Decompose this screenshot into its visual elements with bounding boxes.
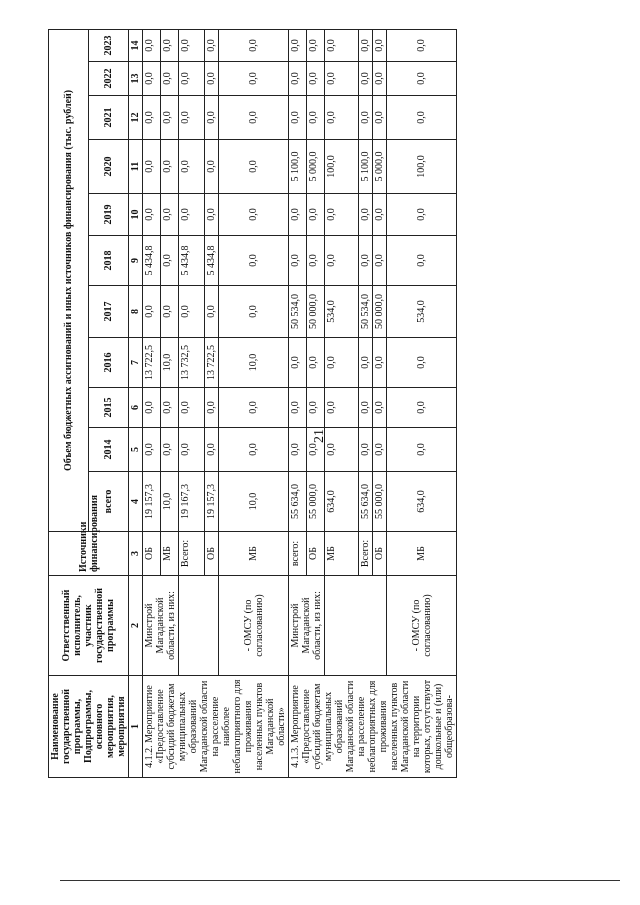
value-cell: 0,0 xyxy=(161,62,179,96)
table-row xyxy=(179,29,205,777)
omsu-row xyxy=(387,29,457,777)
funding-source: ОБ xyxy=(307,532,325,576)
col-number: 1 xyxy=(129,676,143,778)
value-cell: 0,0 xyxy=(205,62,219,96)
value-cell: 0,0 xyxy=(161,236,179,286)
value-cell: 0,0 xyxy=(359,338,373,388)
value-cell: 0,0 xyxy=(325,29,359,61)
value-cell: 0,0 xyxy=(179,388,205,428)
col-number: 4 xyxy=(129,472,143,532)
col-number: 2 xyxy=(129,576,143,676)
value-cell: 0,0 xyxy=(289,428,307,472)
value-cell: 0,0 xyxy=(219,428,289,472)
header-year: 2015 xyxy=(89,388,129,428)
value-cell: 0,0 xyxy=(373,96,387,140)
value-cell: 0,0 xyxy=(325,194,359,236)
value-cell: 0,0 xyxy=(143,194,161,236)
value-cell: 0,0 xyxy=(387,428,457,472)
value-cell: 0,0 xyxy=(289,194,307,236)
value-cell: 19 167,3 xyxy=(179,472,205,532)
header-year: 2023 xyxy=(89,29,129,61)
value-cell: 5 000,0 xyxy=(373,140,387,194)
value-cell: 0,0 xyxy=(373,236,387,286)
value-cell: 0,0 xyxy=(307,62,325,96)
value-cell: 13 722,5 xyxy=(143,338,161,388)
activity-name: 4.1.3. Мероприятие «Предоставление субсидий бюджетам муниципальных образований Магаданской области на расселение неблагоприятных для проживания населенных пунктов Магаданской области на территории которых, отсутствуют дошкольные и (или) общеобразова- xyxy=(289,676,457,778)
value-cell: 100,0 xyxy=(387,140,457,194)
table-row xyxy=(325,29,359,777)
value-cell: 534,0 xyxy=(387,286,457,338)
value-cell: 0,0 xyxy=(307,29,325,61)
value-cell: 0,0 xyxy=(143,29,161,61)
header-year: 2021 xyxy=(89,96,129,140)
value-cell: 100,0 xyxy=(325,140,359,194)
col-number: 11 xyxy=(129,140,143,194)
funding-source: МБ xyxy=(325,532,359,576)
table-row xyxy=(289,29,307,777)
value-cell: 10,0 xyxy=(219,472,289,532)
value-cell: 0,0 xyxy=(359,29,373,61)
header-group: Объем бюджетных ассигнований и иных источников финансирования (тыс. рублей) xyxy=(49,29,89,531)
value-cell: 0,0 xyxy=(325,96,359,140)
value-cell: 0,0 xyxy=(161,428,179,472)
omsu-executor: - ОМСУ (по согласованию) xyxy=(219,576,289,676)
value-cell: 50 000,0 xyxy=(373,286,387,338)
block-4-1-3 xyxy=(289,29,457,777)
value-cell: 0,0 xyxy=(325,62,359,96)
rotated-table-container xyxy=(48,30,628,778)
col-number: 12 xyxy=(129,96,143,140)
header-year: 2022 xyxy=(89,62,129,96)
table-row xyxy=(143,29,161,777)
value-cell: 0,0 xyxy=(161,140,179,194)
funding-source: МБ xyxy=(219,532,289,576)
value-cell: 0,0 xyxy=(161,96,179,140)
value-cell: 0,0 xyxy=(205,428,219,472)
value-cell: 0,0 xyxy=(289,338,307,388)
value-cell: 0,0 xyxy=(359,62,373,96)
value-cell: 0,0 xyxy=(205,96,219,140)
omsu-executor: - ОМСУ (по согласованию) xyxy=(387,576,457,676)
value-cell: 0,0 xyxy=(289,62,307,96)
value-cell: 0,0 xyxy=(307,96,325,140)
value-cell: 0,0 xyxy=(179,194,205,236)
value-cell: 0,0 xyxy=(205,29,219,61)
value-cell: 0,0 xyxy=(143,62,161,96)
col-number: 3 xyxy=(129,532,143,576)
value-cell: 5 100,0 xyxy=(289,140,307,194)
value-cell: 0,0 xyxy=(219,29,289,61)
value-cell: 55 000,0 xyxy=(373,472,387,532)
value-cell: 0,0 xyxy=(387,338,457,388)
value-cell: 0,0 xyxy=(325,338,359,388)
header-total: всего xyxy=(89,472,129,532)
value-cell: 5 100,0 xyxy=(359,140,373,194)
block-4-1-2 xyxy=(143,29,289,777)
page-bottom-rule xyxy=(60,880,620,881)
value-cell: 13 722,5 xyxy=(205,338,219,388)
col-number: 5 xyxy=(129,428,143,472)
col-number: 14 xyxy=(129,29,143,61)
value-cell: 0,0 xyxy=(325,388,359,428)
funding-source: МБ xyxy=(161,532,179,576)
funding-source: Всего: xyxy=(359,532,373,576)
value-cell: 19 157,3 xyxy=(143,472,161,532)
value-cell: 5 000,0 xyxy=(307,140,325,194)
col-number: 10 xyxy=(129,194,143,236)
value-cell: 0,0 xyxy=(179,286,205,338)
value-cell: 0,0 xyxy=(387,236,457,286)
value-cell: 0,0 xyxy=(359,388,373,428)
header-year: 2016 xyxy=(89,338,129,388)
value-cell: 10,0 xyxy=(161,338,179,388)
funding-table xyxy=(48,29,457,778)
header-year: 2019 xyxy=(89,194,129,236)
value-cell: 0,0 xyxy=(143,140,161,194)
value-cell: 0,0 xyxy=(289,236,307,286)
value-cell: 55 634,0 xyxy=(289,472,307,532)
value-cell: 0,0 xyxy=(325,428,359,472)
value-cell: 0,0 xyxy=(307,194,325,236)
value-cell: 0,0 xyxy=(219,236,289,286)
value-cell: 0,0 xyxy=(373,194,387,236)
value-cell: 534,0 xyxy=(325,286,359,338)
value-cell: 0,0 xyxy=(219,194,289,236)
value-cell: 10,0 xyxy=(219,338,289,388)
activity-name: 4.1.2. Мероприятие «Предоставление субсидий бюджетам муниципальных образований Магаданской области на расселение наиболее неблагоприятного для проживания населенных пунктов Магаданской области» xyxy=(143,676,289,778)
value-cell: 0,0 xyxy=(143,286,161,338)
value-cell: 0,0 xyxy=(143,96,161,140)
value-cell: 5 434,8 xyxy=(143,236,161,286)
value-cell: 0,0 xyxy=(359,428,373,472)
value-cell: 0,0 xyxy=(373,29,387,61)
value-cell: 0,0 xyxy=(387,388,457,428)
funding-source: МБ xyxy=(387,532,457,576)
value-cell: 0,0 xyxy=(219,388,289,428)
value-cell: 0,0 xyxy=(359,194,373,236)
value-cell: 0,0 xyxy=(307,338,325,388)
value-cell: 50 534,0 xyxy=(359,286,373,338)
value-cell: 0,0 xyxy=(161,29,179,61)
header-executor: Ответственный исполнитель, участник государственной программы xyxy=(49,576,129,676)
value-cell: 0,0 xyxy=(143,428,161,472)
value-cell: 0,0 xyxy=(219,96,289,140)
header-name: Наименование государственной программы, Подпрограммы, основного мероприятия, мероприятия xyxy=(49,676,129,778)
value-cell: 50 000,0 xyxy=(307,286,325,338)
value-cell: 0,0 xyxy=(373,428,387,472)
value-cell: 19 157,3 xyxy=(205,472,219,532)
value-cell: 0,0 xyxy=(289,29,307,61)
value-cell: 50 534,0 xyxy=(289,286,307,338)
executor-spacer xyxy=(325,576,387,676)
omsu-row xyxy=(219,29,289,777)
value-cell: 0,0 xyxy=(359,96,373,140)
value-cell: 0,0 xyxy=(179,428,205,472)
value-cell: 0,0 xyxy=(205,388,219,428)
value-cell: 0,0 xyxy=(205,194,219,236)
value-cell: 0,0 xyxy=(179,29,205,61)
value-cell: 0,0 xyxy=(387,29,457,61)
funding-source: ОБ xyxy=(143,532,161,576)
value-cell: 0,0 xyxy=(307,236,325,286)
value-cell: 0,0 xyxy=(143,388,161,428)
funding-source: ОБ xyxy=(373,532,387,576)
value-cell: 13 732,5 xyxy=(179,338,205,388)
header-source: Источники финансирования xyxy=(49,532,129,576)
value-cell: 0,0 xyxy=(373,338,387,388)
value-cell: 0,0 xyxy=(359,236,373,286)
value-cell: 0,0 xyxy=(161,286,179,338)
value-cell: 0,0 xyxy=(161,388,179,428)
executor: Минстрой Магаданской области, из них: xyxy=(143,576,179,676)
value-cell: 634,0 xyxy=(387,472,457,532)
executor: Минстрой Магаданской области, из них: xyxy=(289,576,325,676)
value-cell: 0,0 xyxy=(307,388,325,428)
col-number: 13 xyxy=(129,62,143,96)
value-cell: 0,0 xyxy=(387,62,457,96)
funding-source: всего: xyxy=(289,532,307,576)
value-cell: 0,0 xyxy=(289,388,307,428)
value-cell: 0,0 xyxy=(219,62,289,96)
value-cell: 5 434,8 xyxy=(179,236,205,286)
value-cell: 0,0 xyxy=(289,96,307,140)
value-cell: 0,0 xyxy=(219,286,289,338)
page-number: 21 xyxy=(312,429,327,443)
header-year: 2018 xyxy=(89,236,129,286)
value-cell: 0,0 xyxy=(325,236,359,286)
header-year: 2020 xyxy=(89,140,129,194)
value-cell: 0,0 xyxy=(179,96,205,140)
value-cell: 10,0 xyxy=(161,472,179,532)
value-cell: 0,0 xyxy=(373,388,387,428)
value-cell: 55 000,0 xyxy=(307,472,325,532)
value-cell: 0,0 xyxy=(307,428,325,472)
col-number: 8 xyxy=(129,286,143,338)
col-number: 9 xyxy=(129,236,143,286)
value-cell: 0,0 xyxy=(219,140,289,194)
header-year: 2017 xyxy=(89,286,129,338)
value-cell: 0,0 xyxy=(179,140,205,194)
value-cell: 0,0 xyxy=(387,96,457,140)
col-number: 6 xyxy=(129,388,143,428)
column-number-row xyxy=(129,29,143,777)
value-cell: 0,0 xyxy=(205,286,219,338)
header-year: 2014 xyxy=(89,428,129,472)
value-cell: 0,0 xyxy=(179,62,205,96)
value-cell: 634,0 xyxy=(325,472,359,532)
value-cell: 0,0 xyxy=(387,194,457,236)
value-cell: 0,0 xyxy=(161,194,179,236)
value-cell: 0,0 xyxy=(205,140,219,194)
funding-source: Всего: xyxy=(179,532,205,576)
col-number: 7 xyxy=(129,338,143,388)
value-cell: 0,0 xyxy=(373,62,387,96)
value-cell: 55 634,0 xyxy=(359,472,373,532)
executor-spacer xyxy=(179,576,219,676)
funding-source: ОБ xyxy=(205,532,219,576)
value-cell: 5 434,8 xyxy=(205,236,219,286)
